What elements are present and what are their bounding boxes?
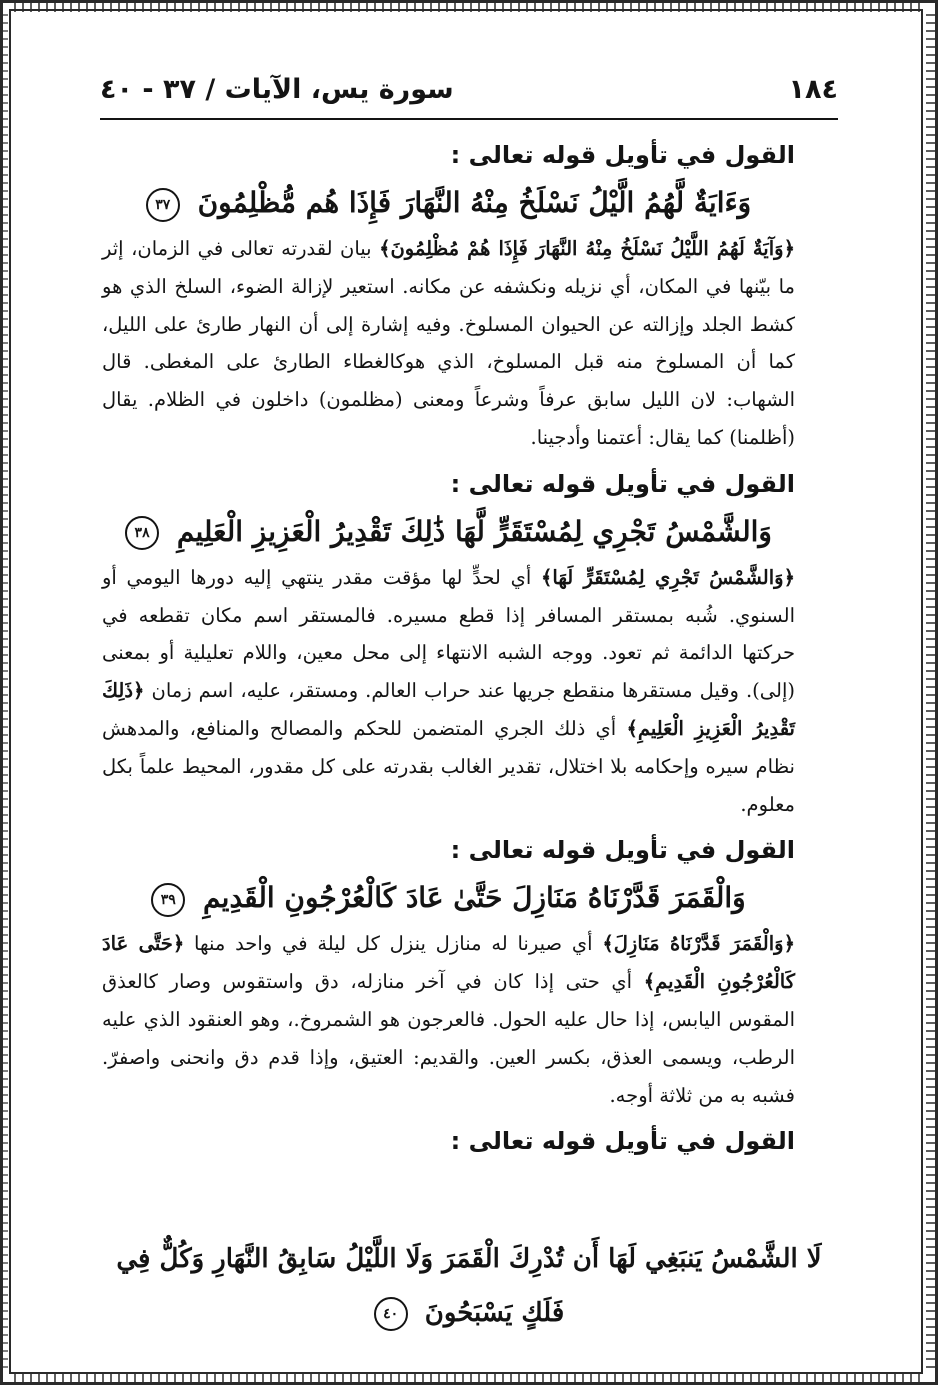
tafsir-paragraph <box>102 559 795 824</box>
commentary-text: أي لحدٍّ لها مؤقت مقدر ينتهي إليه دورها اليومي أو السنوي. شُبه بمستقر المسافر إذا قطع مسيره. فالمستقر اسم مكان تقطعه في حركتها الدائمة ثم تعود. ووجه الشبه الانتهاء إلى محل معين، واللام تعليلية أو بمعنى (إلى). وقيل مستقرها منقطع جريها عند حراب العالم. ومستقر، عليه، اسم زمان <box>102 565 795 703</box>
quran-verse <box>102 505 795 559</box>
ayah-number-marker: ٣٧ <box>146 188 180 222</box>
verse-quote: ﴿وَآيَةٌ لَهُمُ اللَّيْلُ نَسْلَخُ مِنْهُ النَّهَارَ فَإِذَا هُمْ مُظْلِمُونَ﴾ <box>379 237 795 260</box>
ayah-number-marker: ٣٩ <box>151 883 185 917</box>
commentary-text: أي حتى إذا كان في آخر منازله، دق واستقوس وصار كالعذق المقوس اليابس، إذا حال عليه الحول. فالعرجون هو الشمروخ.، وهو العنقود الذي عليه الرطب، ويسمى العذق، بكسر العين. والقديم: العتيق، وإذا قدم دق وانحنى واصفرّ. فشبه به من ثلاثة أوجه. <box>102 970 795 1107</box>
verse-quote: ﴿وَالْقَمَرَ قَدَّرْنَاهُ مَنَازِلَ﴾ <box>602 932 795 956</box>
verse-text: وَءَايَةٌ لَّهُمُ الَّيْلُ نَسْلَخُ مِنْهُ النَّهَارَ فَإِذَا هُم مُّظْلِمُونَ <box>197 186 752 219</box>
surah-title: سورة يس، الآيات / ٣٧ - ٤٠ <box>100 73 454 105</box>
quran-verse <box>102 176 795 230</box>
section-heading: القول في تأويل قوله تعالى : <box>450 1127 795 1156</box>
page-content <box>102 128 795 1345</box>
page-header <box>100 62 838 116</box>
tafsir-paragraph <box>102 925 795 1114</box>
ornament-bottom <box>14 1373 924 1383</box>
commentary-text: بيان لقدرته تعالى في الزمان، إثر ما بيّنها في المكان، أي نزيله ونكشفه عن مكانه. استعير لإزالة الضوء، السلخ الذي هو كشط الجلد وإزالته عن الحيوان المسلوخ. وفيه إشارة إلى أن النهار طارئ على الليل، كما أن المسلوخ منه قبل المسلوخ، الذي هوكالغطاء الطارئ على المغطى. قال الشهاب: لان الليل سابق عرفاً وشرعاً ومعنى (مظلمون) داخلون في الظلام. يقال (أظلمنا) كما يقال: أعتمنا وأدجينا. <box>102 237 795 449</box>
section-heading: القول في تأويل قوله تعالى : <box>450 836 795 865</box>
ornament-left <box>2 14 8 1371</box>
section-heading: القول في تأويل قوله تعالى : <box>450 469 795 498</box>
verse-text: وَالْقَمَرَ قَدَّرْنَاهُ مَنَازِلَ حَتَّىٰ عَادَ كَالْعُرْجُونِ الْقَدِيمِ <box>203 881 746 915</box>
verse-quote: ﴿وَالشَّمْسُ تَجْرِي لِمُسْتَقَرٍّ لَهَا﴾ <box>540 565 795 589</box>
tafsir-paragraph <box>102 230 795 457</box>
ornament-right <box>926 14 936 1371</box>
quran-verse <box>102 871 795 925</box>
section-heading: القول في تأويل قوله تعالى : <box>450 141 795 169</box>
ayah-number-marker: ٣٨ <box>125 516 159 550</box>
page-number: ١٨٤ <box>788 73 838 105</box>
verse-text: لَا الشَّمْسُ يَنبَغِي لَهَا أَن تُدْرِكَ الْقَمَرَ وَلَا اللَّيْلُ سَابِقُ النَّهَارِ وَكُلٌّ فِي فَلَكٍ يَسْبَحُونَ <box>116 1244 822 1328</box>
ayah-number-marker: ٤٠ <box>374 1297 408 1331</box>
verse-text: وَالشَّمْسُ تَجْرِي لِمُسْتَقَرٍّ لَّهَا ذَٰلِكَ تَقْدِيرُ الْعَزِيزِ الْعَلِيمِ <box>176 514 772 548</box>
ornament-top <box>14 2 924 12</box>
commentary-text: أي صيرنا له منازل ينزل كل ليلة في واحد منها <box>184 932 603 956</box>
verse-quote: ﴿ذَلِكَ تَقْدِيرُ الْعَزِيزِ الْعَلِيمِ﴾ <box>102 679 795 740</box>
quran-verse <box>100 1232 838 1340</box>
verse-quote: ﴿حَتَّى عَادَ كَالْعُرْجُونِ الْقَدِيمِ﴾ <box>102 932 795 994</box>
commentary-text: أي ذلك الجري المتضمن للحكم والمصالح والمنافع، والمدهش نظام سيره وإحكامه بلا اختلال، تقدير الغالب بقدرته على كل مقدور، المحيط علماً بكل معلوم. <box>102 716 795 816</box>
header-divider <box>100 118 838 120</box>
